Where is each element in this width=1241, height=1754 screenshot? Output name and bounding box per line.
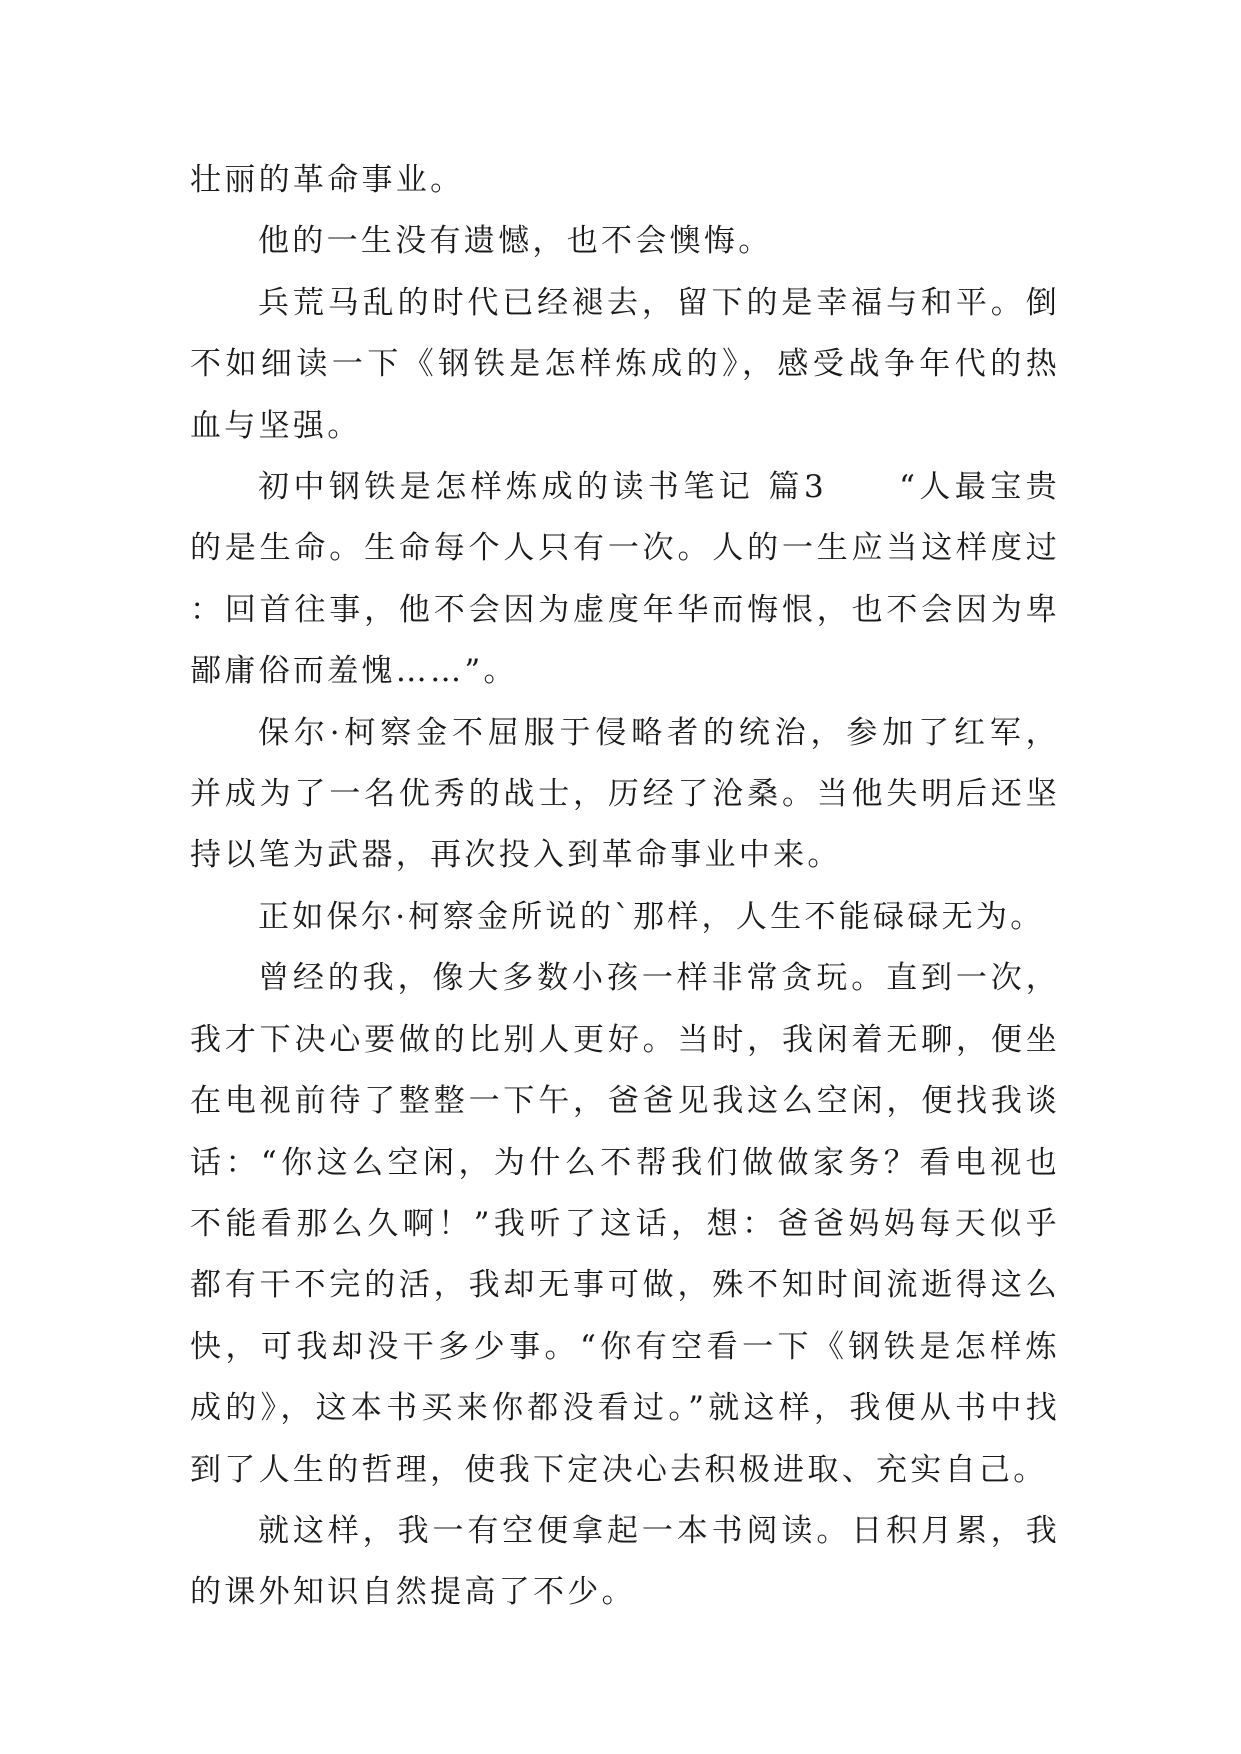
paragraph: 兵荒马乱的时代已经褪去，留下的是幸福与和平。倒不如细读一下《钢铁是怎样炼成的》，感受战争年代的热血与坚强。 [190,284,1060,444]
paragraph: 曾经的我，像大多数小孩一样非常贪玩。直到一次，我才下决心要做的比别人更好。当时，我闲着无聊，便坐在电视前待了整整一下午，爸爸见我这么空闲，便找我谈话：“你这么空闲，为什么不帮我们做做家务？看电视也不能看那么久啊！”我听了这话，想：爸爸妈妈每天似乎都有干不完的活，我却无事可做，殊不知时间流逝得这么快，可我却没干多少事。“你有空看一下《钢铁是怎样炼成的》，这本书买来你都没看过。”就这样，我便从书中找到了人生的哲理，使我下定决心去积极进取、充实自己。 [190,960,1060,1488]
paragraph: 保尔·柯察金不屈服于侵略者的统治，参加了红军，并成为了一名优秀的战士，历经了沧桑。当他失明后还坚持以笔为武器，再次投入到革命事业中来。 [190,714,1060,874]
document-body [190,150,1060,1624]
paragraph: 就这样，我一有空便拿起一本书阅读。日积月累，我的课外知识自然提高了不少。 [190,1512,1060,1611]
paragraph: 初中钢铁是怎样炼成的读书笔记 篇3 “人最宝贵的是生命。生命每个人只有一次。人的一生应当这样度过：回首往事，他不会因为虚度年华而悔恨，也不会因为卑鄙庸俗而羞愧……”。 [190,469,1060,690]
paragraph: 正如保尔·柯察金所说的`那样，人生不能碌碌无为。 [258,898,1045,935]
paragraph: 壮丽的革命事业。 [190,162,465,198]
paragraph: 他的一生没有遗憾，也不会懊悔。 [258,223,773,260]
